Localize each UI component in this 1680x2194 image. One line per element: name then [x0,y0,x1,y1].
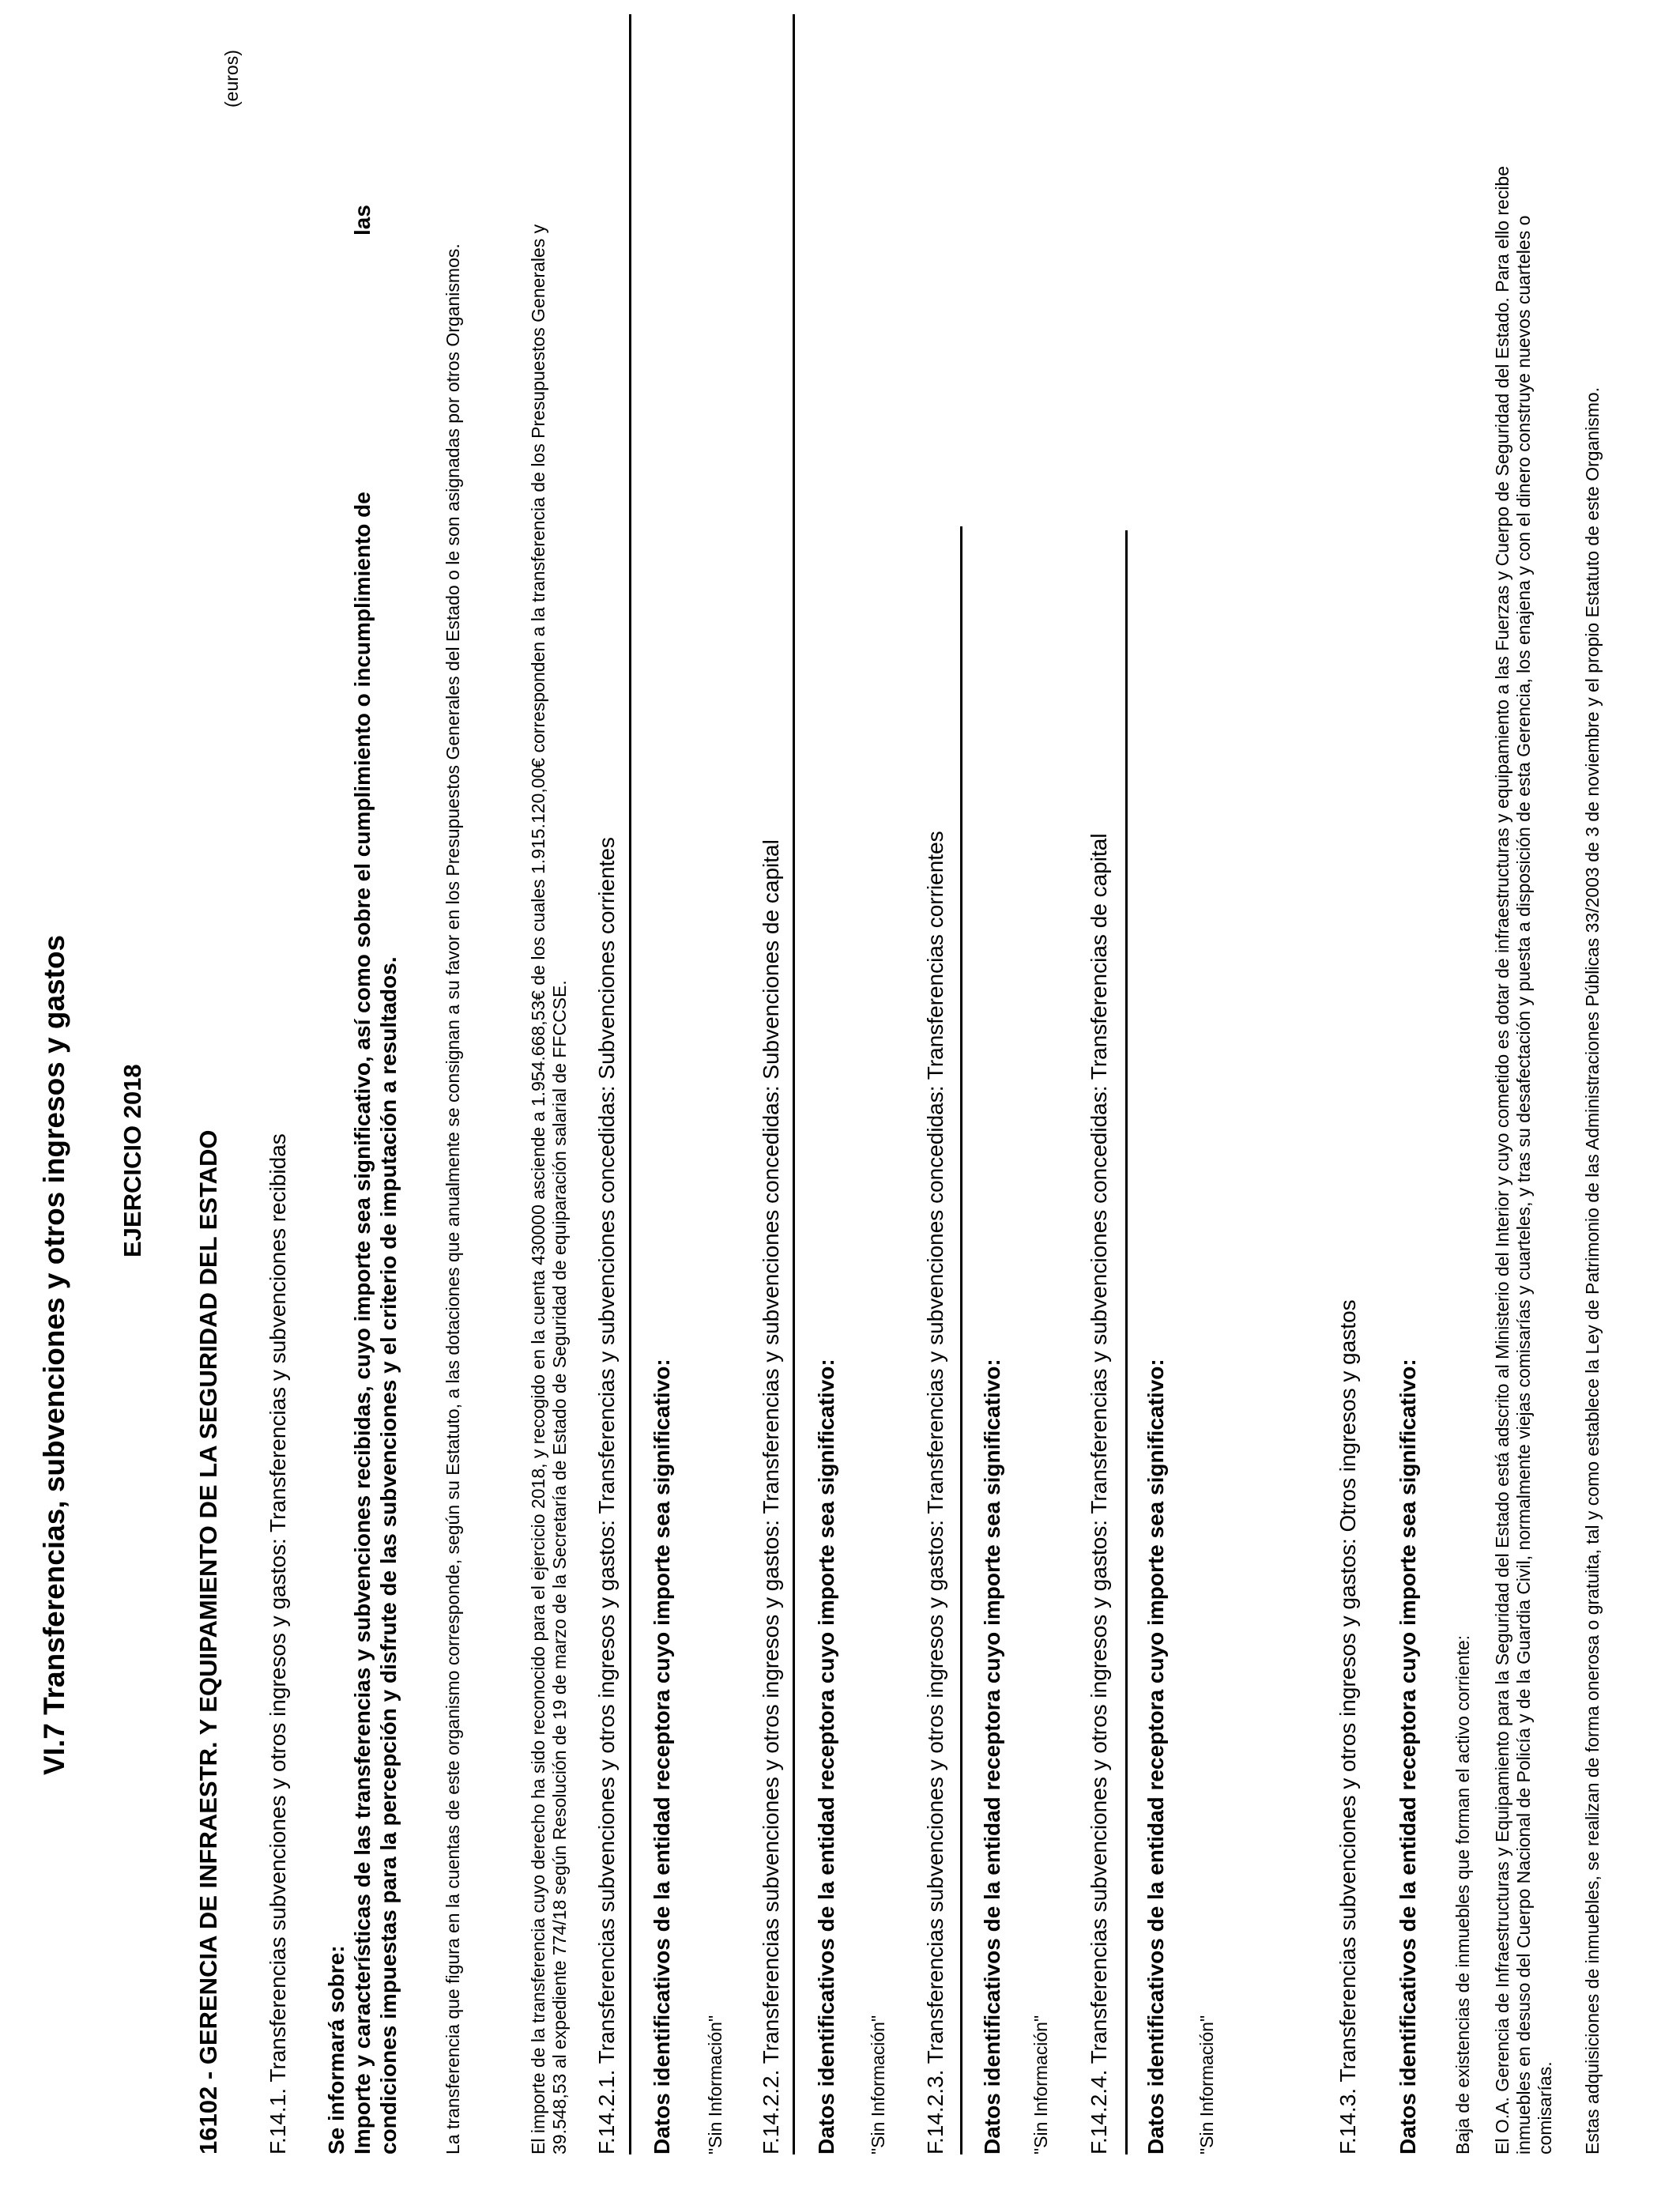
page-title: VI.7 Transferencias, subvenciones y otros ingresos y gastos [38,934,70,1775]
section-f141-paragraph-2: El importe de la transferencia cuyo derecho ha sido reconocido para el ejercicio 2018, y recogido en la cuenta 430000 asciende a 1.954.668,53€ de los cuales 1.915.120,00€ corresponden a la transferencia de los Presupuestos Generales y 39.548,53 al expediente 774/18 según Resolución de 19 de marzo de la Secretaría de Estado de Seguridad de equiparación salarial de FFCCSE. [528,224,570,2154]
section-f143-datos: Datos identificativos de la entidad receptora cuyo importe sea significativo: [1396,1359,1420,2154]
section-f1424-sin-info: "Sin Información" [1196,2015,1217,2154]
section-f143-paragraph-2: Estas adquisiciones de inmuebles, se realizan de forma onerosa o gratuita, tal y como establece la Ley de Patrimonio de las Administraciones Públicas 33/2003 de 3 de noviembre y el propio Estatuto de este Organismo. [1582,386,1603,2154]
section-f1421-sin-info: "Sin Información" [705,2015,725,2154]
section-f1423-rule [960,526,962,2154]
section-f141-paragraph-1: La transferencia que figura en la cuentas de este organismo corresponde, según su Estatuto, a las dotaciones que anualmente se consignan a su favor en los Presupuestos Generales del Estado o le son asignadas por otros Organismos. [443,243,463,2154]
section-f143-heading: F.14.3. Transferencias subvenciones y otros ingresos y gastos: Otros ingresos y gastos [1335,1299,1360,2154]
section-f141-heading: F.14.1. Transferencias subvenciones y otros ingresos y gastos: Transferencias y subvenciones recibidas [266,1133,290,2154]
section-f1422-datos: Datos identificativos de la entidad receptora cuyo importe sea significativo: [814,1359,838,2154]
section-f1421-datos: Datos identificativos de la entidad receptora cuyo importe sea significativo: [650,1359,674,2154]
organization-heading: 16102 - GERENCIA DE INFRAESTR. Y EQUIPAMIENTO DE LA SEGURIDAD DEL ESTADO [194,1129,222,2154]
section-f1423-datos: Datos identificativos de la entidad receptora cuyo importe sea significativo: [980,1359,1004,2154]
currency-note: (euros) [221,50,242,107]
section-f1421-rule [629,14,631,2154]
section-f1424-rule [1125,530,1128,2154]
section-f1422-rule [793,14,795,2154]
section-f143-baja: Baja de existencias de inmuebles que forman el activo corriente: [1452,1634,1473,2154]
section-f141-informara-line2: condiciones impuestas para la percepción y disfrute de las subvenciones y el criterio de imputación a resultados. [376,956,401,2154]
section-f1422-sin-info: "Sin Información" [868,2015,888,2154]
section-f1423-sin-info: "Sin Información" [1030,2015,1051,2154]
section-f141-informara: Se informará sobre: [324,1945,348,2154]
section-f1424-datos: Datos identificativos de la entidad receptora cuyo importe sea significativo: [1143,1359,1168,2154]
section-f1421-heading: F.14.2.1. Transferencias subvenciones y otros ingresos y gastos: Transferencias y subvenciones concedidas: Subvenciones corrientes [594,837,619,2154]
section-f1424-heading: F.14.2.4. Transferencias subvenciones y otros ingresos y gastos: Transferencias y subvenciones concedidas: Transferencias de capital [1087,833,1111,2154]
section-f143-paragraph-1: El O.A. Gerencia de Infraestructuras y Equipamiento para la Seguridad del Estado está adscrito al Ministerio del Interior y cuyo cometido es dotar de infraestructuras y equipamiento a las Fuerzas y Cuerpo de Seguridad del Estado. Para ello recibe inmuebles en desuso del Cuerpo Nacional de Policía y de la Guardia Civil, normalmente viejas comisarías y cuarteles, y tras su desafectación y puesta a disposición de esta Gerencia, los enajena y con el dinero construye nuevos cuarteles o comisarías. [1492,165,1555,2154]
section-f141-informara-las: las [350,205,375,236]
section-f1423-heading: F.14.2.3. Transferencias subvenciones y otros ingresos y gastos: Transferencias y subvenciones concedidas: Transferencias corrientes [923,831,947,2154]
section-f1422-heading: F.14.2.2. Transferencias subvenciones y otros ingresos y gastos: Transferencias y subvenciones concedidas: Subvenciones de capital [759,839,783,2154]
section-f141-informara-line1: Importe y características de las transferencias y subvenciones recibidas, cuyo importe sea significativo, así como sobre el cumplimiento o incumplimiento de [350,492,375,2154]
exercise-year: EJERCICIO 2018 [119,1064,146,1257]
